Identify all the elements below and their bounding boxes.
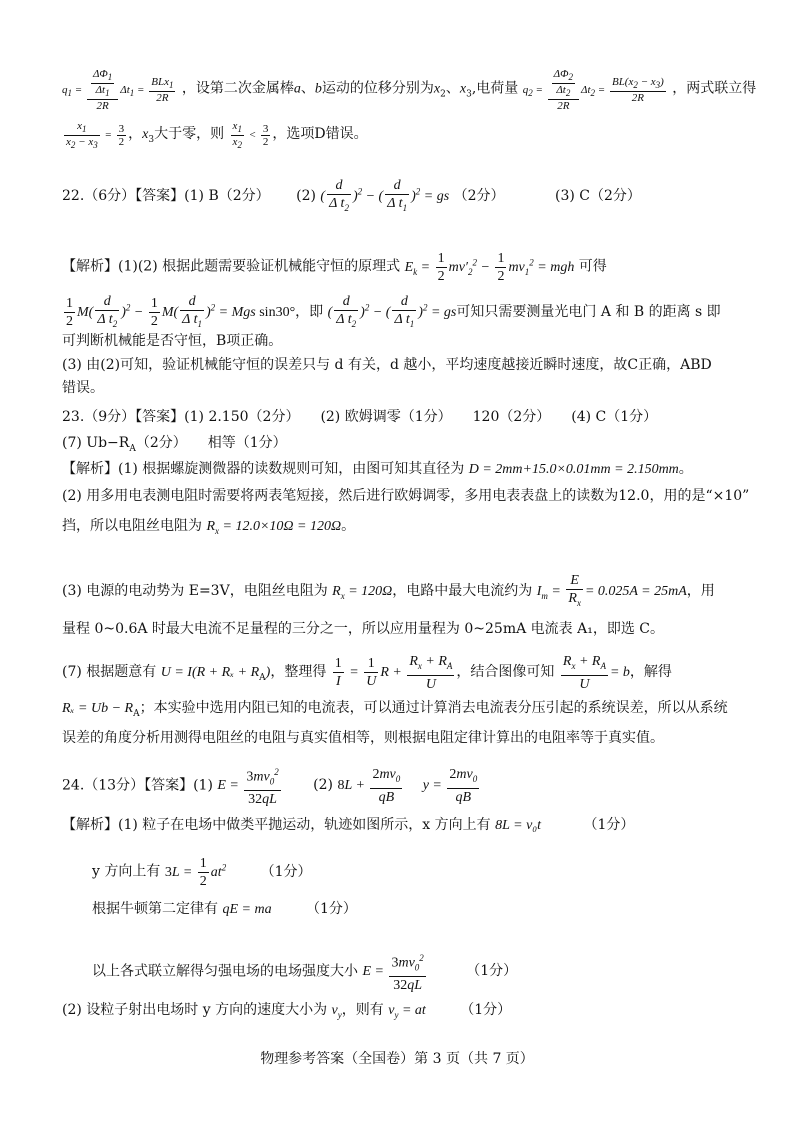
q22-explain-1: 【解析】(1)(2) 根据此题需要验证机械能守恒的原理式 $E_k$ = $\frac{1}{2}$ $mv'_2^2$ − $\frac{1}{2}$ $mv_1^2$ = mgh 可得 [62, 251, 607, 284]
q23-answer-2: (7) $Ub-R_A(2$分） 相等（1分） [62, 435, 287, 454]
q24-answer: 24.（13分）【答案】(1) E = $\frac{3mv_0^2}{32qL}$ (2) 8L + $\frac{2mv_0}{qB}$ y = $\frac{2mv_0}{qB}$ [62, 764, 752, 808]
q23-answer: 23.（9分）【答案】(1) 2.150（2分） (2) 欧姆调零（1分） 120（2分） (4) C（1分） [62, 409, 658, 425]
page-footer: 物理参考答案（全国卷）第 3 页（共 7 页） [260, 1051, 534, 1067]
q23-explain-3: 挡，所以电阻丝电阻为 $R_x = 12.0\times 10\Omega = 120\Omega$。 [62, 518, 356, 536]
q23-explain-2: (2) 用多用电表测电阻时需要将两表笔短接，然后进行欧姆调零，多用电表表盘上的读数为12.0，用的是“×10” [62, 488, 750, 504]
q23-explain-1: 【解析】(1) 根据螺旋测微器的读数规则可知，由图可知其直径为 D = 2mm+15.0×0.01mm = 2.150mm。 [62, 461, 693, 477]
q24-explain-5: (2) 设粒子射出电场时 y 方向的速度大小为 $v_y$，则有 $v_y$ = at （1分） [62, 1002, 512, 1020]
paragraph-charge-2: $\frac{x_1}{x_2 - x_3}$ = $\frac{3}{2}$ ，$x_3$大于零，则 $\frac{x_1}{x_2}$ < $\frac{3}{2}$ ，选项D错误。 [66, 120, 368, 151]
q23-explain-4: (3) 电源的电动势为 E=3V，电阻丝电阻为 $R_x = 120\Omega$，电路中最大电流约为 $I_m$ = $\frac{E}{R_x}$ = 0.025A = 25mA，用 [62, 573, 715, 608]
q22-answer: 22.（6分）【答案】(1) B（2分） (2) ( $\frac{d}{\Delta t_2}$ )$^2$ − ( $\frac{d}{\Delta t_1}$ )$^2$ = gs （2分） (3) C（2分） [62, 178, 641, 213]
q24-explain-3: 根据牛顿第二定律有 qE = ma （1分） [92, 901, 357, 917]
q23-explain-5: 量程 0~0.6A 时最大电流不足量程的三分之一，所以应用量程为 0~25mA 电流表 A₁，即选 C。 [62, 621, 664, 637]
q24-explain-1: 【解析】(1) 粒子在电场中做类平抛运动，轨迹如图所示，x 方向上有 8L = v₀t （1分） [62, 817, 635, 833]
q24-explain-2: y 方向上有 3L = $\frac{1}{2}$ $at^2$ （1分） [92, 856, 312, 889]
q23-explain-8: 误差的角度分析用测得电阻丝的电阻与真实值相等，则根据电阻定律计算出的电阻率等于真实值。 [62, 730, 664, 746]
paragraph-charge-1: $q_1$ = $\frac{\frac{\Delta\Phi_1}{\Delta t_1}}{2R}$ $\Delta t_1$ = $\frac{BLx_1}{2R}$ ，设第二次金属棒a、b运动的位移分别为$x_2$、$x_3$,电荷量 $q_2$ = $\frac{\frac{\Delta\Phi_2}{\Delta t_2}}{2R}$ $\Delta t_2$ = $\frac{BL(x_2 - x_3)}{2R}$ ，两式联立得 [62, 68, 757, 113]
q22-explain-4: (3) 由(2)可知，验证机械能守恒的误差只与 d 有关，d 越小，平均速度越接近瞬时速度，故C正确，ABD [62, 357, 712, 373]
q24-explain-4: 以上各式联立解得匀强电场的电场强度大小 E = $\frac{3mv_0^2}{32qL}$ （1分） [92, 950, 782, 994]
q22-explain-5: 错误。 [62, 380, 104, 396]
q22-explain-3: 可判断机械能是否守恒，B项正确。 [62, 333, 283, 349]
q23-explain-7: $R_x = Ub - R_A$；本实验中选用内阻已知的电流表，可以通过计算消去电流表分压引起的系统误差，所以从系统 [62, 700, 728, 719]
q22-explain-2: $\frac{1}{2}$ M( $\frac{d}{\Delta t_2}$ )$^2$ − $\frac{1}{2}$ M( $\frac{d}{\Delta t_1}$ )$^2$ = Mgs sin30°，即 ( $\frac{d}{\Delta t_2}$ )$^2$ − ( $\frac{d}{\Delta t_1}$ )$^2$ = gs可知只需要测量光电门 A 和 B 的距离 s 即 [66, 294, 721, 330]
q23-explain-6: (7) 根据题意有 $U = I(R + R_x + R_A)$，整理得 $\frac{1}{I}$ = $\frac{1}{U}$ R + $\frac{R_x + R_A}{U}$ ，结合图像可知 $\frac{R_x + R_A}{U}$ = b，解得 [62, 654, 672, 692]
